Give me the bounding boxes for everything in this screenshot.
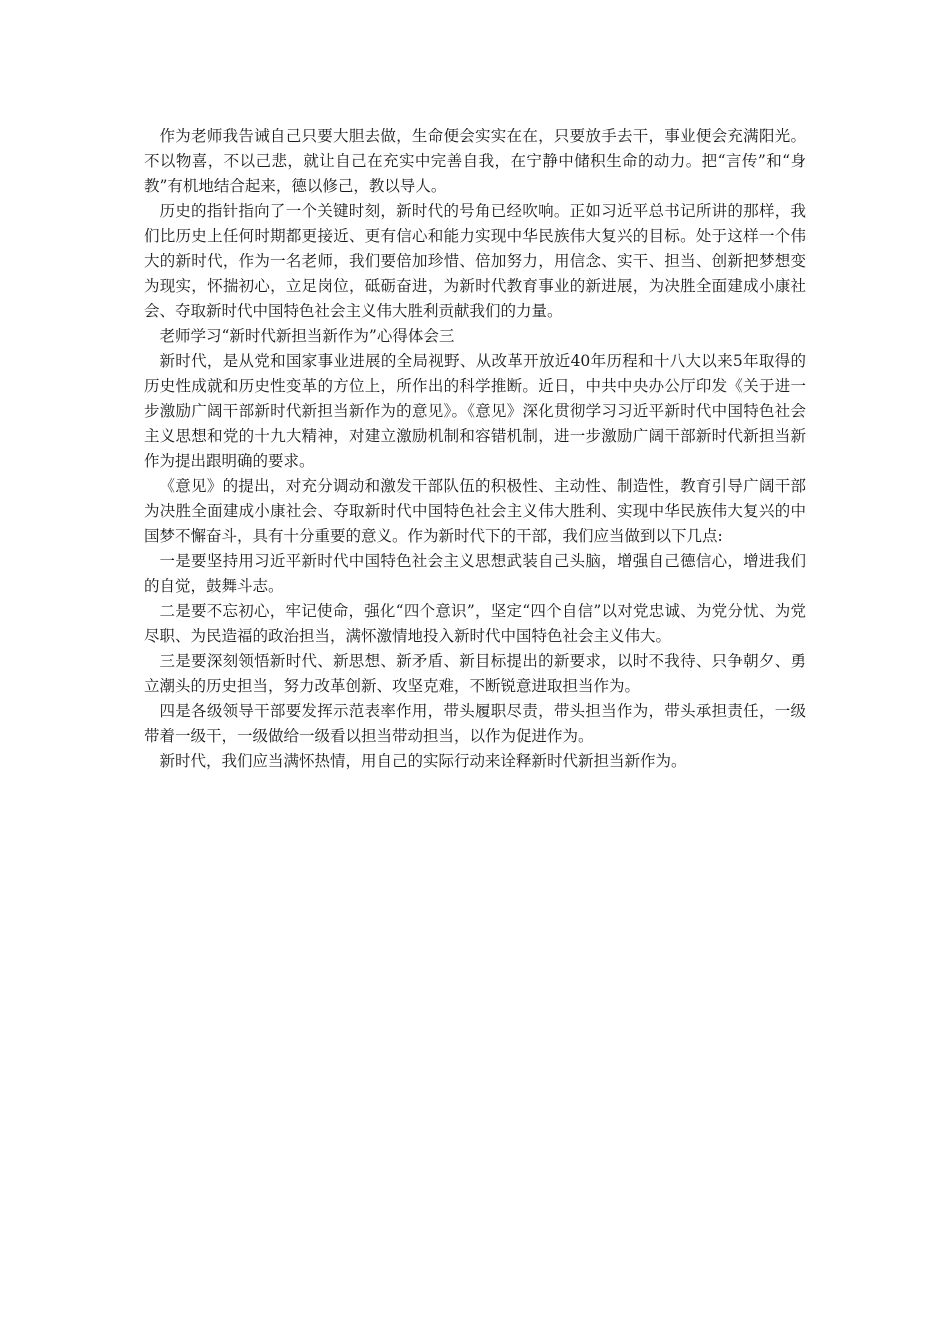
- paragraph-conclusion: 新时代，我们应当满怀热情，用自己的实际行动来诠释新时代新担当新作为。: [159, 752, 687, 770]
- paragraph-1: 作为老师我告诫自己只要大胆去做，生命便会实实在在，只要放手去干，事业便会充满阳光。不以物喜，不以己悲，就让自己在充实中完善自我，在宁静中储积生命的动力。把“言传”和“身教”有机地结合起来，德以修己，教以导人。: [144, 127, 806, 195]
- paragraph-4: 《意见》的提出，对充分调动和激发干部队伍的积极性、主动性、制造性，教育引导广阔干部为决胜全面建成小康社会、夺取新时代中国特色社会主义伟大胜利、实现中华民族伟大复兴的中国梦不懈奋斗，具有十分重要的意义。作为新时代下的干部，我们应当做到以下几点:: [144, 477, 806, 545]
- paragraph-point-3: 三是要深刻领悟新时代、新思想、新矛盾、新目标提出的新要求，以时不我待、只争朝夕、勇立潮头的历史担当，努力改革创新、攻坚克难，不断锐意进取担当作为。: [144, 652, 806, 695]
- paragraph-3: 新时代，是从党和国家事业进展的全局视野、从改革开放近40年历程和十八大以来5年取得的历史性成就和历史性变革的方位上，所作出的科学推断。近日，中共中央办公厅印发《关于进一步激励广阔干部新时代新担当新作为的意见》。《意见》深化贯彻学习习近平新时代中国特色社会主义思想和党的十九大精神，对建立激励机制和容错机制，进一步激励广阔干部新时代新担当新作为提出跟明确的要求。: [144, 352, 806, 470]
- document-body: [144, 124, 806, 774]
- section-heading: 老师学习“新时代新担当新作为”心得体会三: [159, 327, 455, 345]
- paragraph-point-4: 四是各级领导干部要发挥示范表率作用，带头履职尽责，带头担当作为，带头承担责任，一级带着一级干，一级做给一级看以担当带动担当，以作为促进作为。: [144, 702, 806, 745]
- paragraph-point-2: 二是要不忘初心，牢记使命，强化“四个意识”，坚定“四个自信”以对党忠诚、为党分忧、为党尽职、为民造福的政治担当，满怀激情地投入新时代中国特色社会主义伟大。: [144, 602, 806, 645]
- paragraph-point-1: 一是要坚持用习近平新时代中国特色社会主义思想武装自己头脑，增强自己德信心，增进我们的自觉，鼓舞斗志。: [144, 552, 806, 595]
- paragraph-2: 历史的指针指向了一个关键时刻，新时代的号角已经吹响。正如习近平总书记所讲的那样，我们比历史上任何时期都更接近、更有信心和能力实现中华民族伟大复兴的目标。处于这样一个伟大的新时代，作为一名老师，我们要倍加珍惜、倍加努力，用信念、实干、担当、创新把梦想变为现实，怀揣初心，立足岗位，砥砺奋进，为新时代教育事业的新进展，为决胜全面建成小康社会、夺取新时代中国特色社会主义伟大胜利贡献我们的力量。: [144, 202, 806, 320]
